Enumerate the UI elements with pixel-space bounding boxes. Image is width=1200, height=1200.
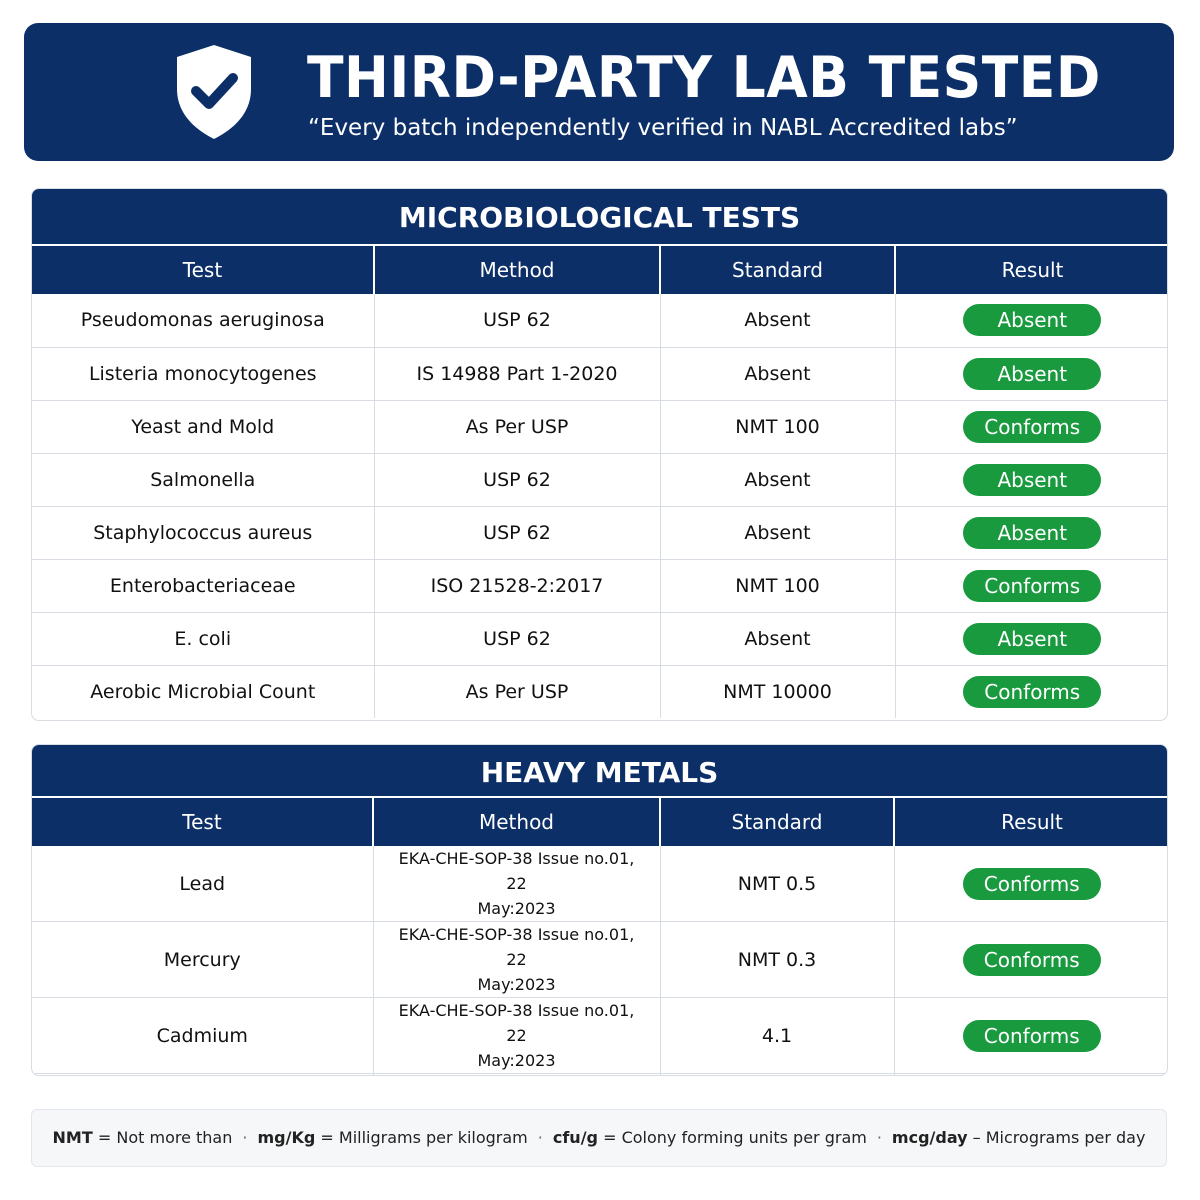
cell-result — [895, 294, 1168, 347]
header-banner — [24, 23, 1174, 161]
table-row — [32, 506, 1168, 559]
abbreviation-legend — [31, 1109, 1167, 1167]
column-header-standard: Standard — [660, 246, 895, 294]
result-badge: Conforms — [963, 868, 1101, 900]
table-row — [32, 665, 1168, 718]
cell-result — [895, 506, 1168, 559]
result-badge: Absent — [963, 358, 1101, 390]
cell-result — [895, 612, 1168, 665]
table-row — [32, 400, 1168, 453]
column-header-method: Method — [373, 798, 660, 846]
cell-result — [895, 665, 1168, 718]
method-line: May:2023 — [477, 975, 556, 994]
table-row — [32, 922, 1168, 998]
table-row — [32, 559, 1168, 612]
cell-standard: NMT 0.3 — [660, 922, 894, 998]
table-row — [32, 347, 1168, 400]
legend-separator: · — [242, 1128, 248, 1147]
cell-method — [373, 846, 660, 922]
column-header-method: Method — [374, 246, 660, 294]
legend-item: mg/Kg = Milligrams per kilogram — [257, 1128, 528, 1147]
microbiological-tests-section — [31, 188, 1168, 721]
cell-test — [32, 1074, 373, 1077]
cell-test: E. coli — [32, 612, 374, 665]
cell-result — [894, 998, 1168, 1074]
cell-test: Aerobic Microbial Count — [32, 665, 374, 718]
cell-standard: Absent — [660, 453, 895, 506]
cell-method — [373, 1074, 660, 1077]
cell-test: Lead — [32, 846, 373, 922]
method-line: EKA-CHE-SOP-38 Issue no.01, 22 — [398, 925, 635, 969]
cell-method — [373, 998, 660, 1074]
cell-test: Pseudomonas aeruginosa — [32, 294, 374, 347]
result-badge: Absent — [963, 517, 1101, 549]
legend-item: NMT = Not more than — [52, 1128, 233, 1147]
cell-test: Staphylococcus aureus — [32, 506, 374, 559]
legend-separator: · — [537, 1128, 543, 1147]
method-line: May:2023 — [477, 899, 556, 918]
cell-test: Salmonella — [32, 453, 374, 506]
microbiological-table — [32, 246, 1168, 718]
method-line: EKA-CHE-SOP-38 Issue no.01, 22 — [398, 1001, 635, 1045]
shield-check-icon — [174, 43, 254, 141]
result-badge: Conforms — [963, 944, 1101, 976]
cell-method: USP 62 — [374, 612, 660, 665]
cell-method: ISO 21528-2:2017 — [374, 559, 660, 612]
table-row — [32, 1074, 1168, 1077]
method-line: May:2023 — [477, 1051, 556, 1070]
cell-result — [895, 400, 1168, 453]
cell-standard: Absent — [660, 612, 895, 665]
cell-method: USP 62 — [374, 453, 660, 506]
table-row — [32, 846, 1168, 922]
cell-standard: 4.1 — [660, 998, 894, 1074]
table-row — [32, 998, 1168, 1074]
cell-method: USP 62 — [374, 294, 660, 347]
cell-standard — [660, 1074, 894, 1077]
page-subtitle: “Every batch independently verified in NABL Accredited labs” — [308, 115, 1018, 141]
cell-test: Yeast and Mold — [32, 400, 374, 453]
cell-test: Cadmium — [32, 998, 373, 1074]
cell-method: As Per USP — [374, 400, 660, 453]
cell-result — [895, 453, 1168, 506]
result-badge: Conforms — [963, 570, 1101, 602]
column-header-test: Test — [32, 246, 374, 294]
cell-result — [895, 347, 1168, 400]
table-header-row — [32, 246, 1168, 294]
column-header-result: Result — [895, 246, 1168, 294]
method-line — [388, 1074, 646, 1076]
table-row — [32, 294, 1168, 347]
cell-method: IS 14988 Part 1-2020 — [374, 347, 660, 400]
table-row — [32, 453, 1168, 506]
heavy-metals-section — [31, 744, 1168, 1076]
column-header-result: Result — [894, 798, 1168, 846]
cell-test: Enterobacteriaceae — [32, 559, 374, 612]
column-header-standard: Standard — [660, 798, 894, 846]
result-badge: Absent — [963, 304, 1101, 336]
page-title: THIRD-PARTY LAB TESTED — [307, 45, 1101, 111]
cell-standard: NMT 100 — [660, 559, 895, 612]
cell-test: Listeria monocytogenes — [32, 347, 374, 400]
cell-standard: Absent — [660, 294, 895, 347]
cell-standard: NMT 0.5 — [660, 846, 894, 922]
cell-method: USP 62 — [374, 506, 660, 559]
cell-standard: Absent — [660, 506, 895, 559]
legend-item: cfu/g = Colony forming units per gram — [552, 1128, 867, 1147]
result-badge: Conforms — [963, 1020, 1101, 1052]
cell-standard: NMT 10000 — [660, 665, 895, 718]
legend-separator: · — [876, 1128, 882, 1147]
heavy-metals-table — [32, 798, 1168, 1076]
section-title: HEAVY METALS — [32, 745, 1167, 798]
cell-standard: NMT 100 — [660, 400, 895, 453]
result-badge: Conforms — [963, 676, 1101, 708]
result-badge: Absent — [963, 623, 1101, 655]
method-line: EKA-CHE-SOP-38 Issue no.01, 22 — [398, 849, 635, 893]
cell-result — [894, 846, 1168, 922]
legend-item: mcg/day – Micrograms per day — [891, 1128, 1146, 1147]
cell-test: Mercury — [32, 922, 373, 998]
column-header-test: Test — [32, 798, 373, 846]
cell-result — [895, 559, 1168, 612]
cell-method: As Per USP — [374, 665, 660, 718]
section-title: MICROBIOLOGICAL TESTS — [32, 189, 1167, 246]
result-badge: Conforms — [963, 411, 1101, 443]
cell-result — [894, 1074, 1168, 1077]
result-badge: Absent — [963, 464, 1101, 496]
cell-standard: Absent — [660, 347, 895, 400]
table-header-row — [32, 798, 1168, 846]
table-row — [32, 612, 1168, 665]
cell-result — [894, 922, 1168, 998]
cell-method — [373, 922, 660, 998]
